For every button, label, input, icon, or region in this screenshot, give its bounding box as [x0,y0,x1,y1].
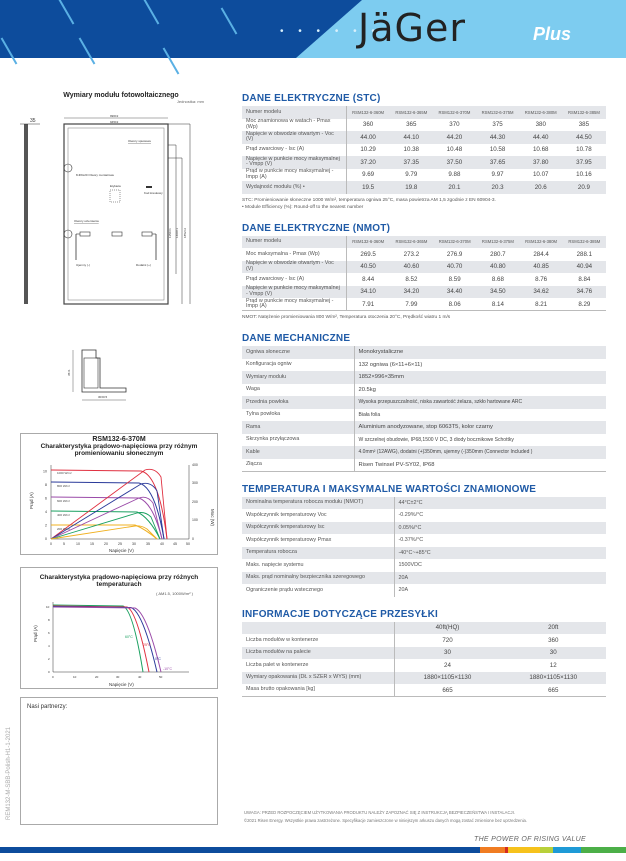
svg-text:-10°C: -10°C [163,667,172,671]
table-row: Prąd zwarciowy - Isc (A) 10.29 10.38 10.48 10.58 10.68 10.78 [242,144,606,157]
side-frame-profile [24,124,28,304]
svg-text:4: 4 [45,510,47,514]
svg-text:800 W/m²: 800 W/m² [57,484,71,488]
svg-text:200: 200 [192,500,198,504]
table-row: Tylna powłoka Biała folia [242,409,606,422]
svg-text:300: 300 [192,481,198,485]
diagram-unit: Jednostka: mm [176,99,204,104]
svg-text:2: 2 [48,657,50,661]
chart-subtitle: ( AM1.5, 1000W/m² ) [156,591,193,596]
svg-text:50: 50 [159,675,163,679]
stc-table [242,106,606,194]
table-row: Napięcie w punkcie mocy maksymalnej - Vmpp (V) 34.10 34.20 34.40 34.50 34.62 34.76 [242,286,606,299]
svg-text:0: 0 [52,675,54,679]
table-row: Prąd zwarciowy - Isc (A) 8.44 8.52 8.59 8.68 8.76 8.84 [242,273,606,286]
table-row: Napięcie w obwodzie otwartym - Voc (V) 44.00 44.10 44.20 44.30 44.40 44.50 [242,131,606,144]
svg-text:8-Φ9x20 Otwory montażowe: 8-Φ9x20 Otwory montażowe [76,173,115,177]
module-outline [64,124,168,304]
svg-text:60°C: 60°C [125,635,133,639]
iv-curve-temperature-chart [20,567,218,689]
nmot-note: NMOT: Natężenie promieniowania 800 W/m², Temperatura otoczenia 20°C, Prędkość wiatru 1 m/s [242,315,451,320]
stc-note: STC: Promieniowanie słoneczne 1000 W/m², temperatura ogniwa 25°C, masa powietrza AM 1,5 zgodnie z EN 60904-3. • Module Efficiency (%): Round-off to the nearest number [242,197,496,210]
table-row: Konfiguracja ogniw 132 ogniwa (6×11+6×11) [242,359,606,372]
table-header-row: Numer modelu RSM132-6-360M RSM132-6-365M RSM132-6-370M RSM132-6-375M RSM132-6-380M RSM132-6-385M [242,106,606,119]
svg-text:5: 5 [63,542,65,546]
header-banner [0,0,626,58]
svg-text:996±2: 996±2 [110,114,119,118]
shipping-section-title: INFORMACJE DOTYCZĄCE PRZESYŁKI [242,608,439,620]
svg-text:25°C: 25°C [143,643,151,647]
svg-text:10: 10 [73,675,77,679]
table-row: Temperatura robocza -40°C~+85°C [242,547,606,560]
table-row: Napięcie w punkcie mocy maksymalnej - Vmpp (V) 37.20 37.35 37.50 37.65 37.80 37.95 [242,156,606,169]
table-row: Współczynnik temperaturowy Isc 0.05%/°C [242,522,606,535]
table-row: Prąd w punkcie mocy maksymalnej - Impp (A) 7.91 7.99 8.06 8.14 8.21 8.29 [242,298,606,311]
table-row: Maks. prąd nominalny bezpiecznika szeregowego 20A [242,572,606,585]
svg-text:35±1: 35±1 [67,369,71,376]
svg-text:25: 25 [118,542,122,546]
svg-text:0: 0 [45,537,47,541]
svg-text:Prąd (A): Prąd (A) [29,492,34,509]
svg-text:45: 45 [173,542,177,546]
shipping-table [242,622,606,698]
table-row: Współczynnik temperaturowy Pmax -0.37%/°C [242,534,606,547]
spec-column [242,93,606,697]
svg-text:400 W/m²: 400 W/m² [57,513,71,517]
svg-text:600 W/m²: 600 W/m² [57,499,71,503]
svg-text:6: 6 [45,496,47,501]
svg-text:30: 30 [116,675,120,679]
svg-text:35: 35 [146,542,150,546]
svg-text:1000 W/m²: 1000 W/m² [57,471,72,475]
copyright: ©2021 Risen Energy. Wszystkie prawa zastrzeżone. Specyfikacje zamieszczone w niniejszym arkuszu danych mogą zostać zmienione bez uprzedzenia. [244,818,528,823]
partners-box [20,697,218,825]
svg-text:1852±2: 1852±2 [183,228,187,238]
svg-text:30: 30 [132,542,136,546]
svg-text:0°C: 0°C [155,657,161,661]
svg-text:Napięcie (V): Napięcie (V) [109,548,134,553]
svg-text:4: 4 [48,644,50,648]
diagram-title: Wymiary modułu fotowoltaicznego [63,92,179,99]
table-row: Liczba palet w kontenerze 24 12 [242,659,606,672]
svg-text:15: 15 [90,542,94,546]
table-row: Waga 20.5kg [242,384,606,397]
table-row: Moc znamionowa w watach - Pmax (Wp) 360 365 370 375 380 385 [242,119,606,132]
svg-text:Kod kreskowy: Kod kreskowy [144,191,163,195]
svg-text:50: 50 [186,542,190,546]
chart-title: Charakterystyka prądowo-napięciowa przy różnych temperaturach [39,574,199,588]
table-row: Napięcie w obwodzie otwartym - Voc (V) 40.50 40.60 40.70 40.80 40.85 40.94 [242,261,606,274]
nmot-section-title: DANE ELEKTRYCZNE (NMOT) [242,222,391,234]
chart-plot [21,596,219,690]
svg-text:35: 35 [30,118,36,124]
svg-text:10: 10 [76,542,80,546]
svg-text:Otwory spustowe: Otwory spustowe [128,139,152,143]
svg-text:945±2: 945±2 [110,120,119,124]
svg-text:Dodatni (+): Dodatni (+) [136,263,151,267]
table-row: Liczba modułów w kontenerze 720 360 [242,634,606,647]
svg-text:1400±1: 1400±1 [175,228,179,238]
svg-text:8: 8 [48,618,50,622]
mechanical-section-title: DANE MECHANICZNE [242,333,351,344]
nmot-table [242,236,606,312]
svg-text:100: 100 [192,518,198,522]
mechanical-table [242,346,606,472]
svg-text:8: 8 [45,483,47,487]
table-row: Ogniwa słoneczne Monokrystaliczne [242,346,606,359]
svg-text:Moc (W): Moc (W) [210,509,215,526]
svg-text:Prąd (A): Prąd (A) [33,625,38,642]
stc-section-title: DANE ELEKTRYCZNE (STC) [242,93,381,104]
frame-cross-section [82,350,126,392]
svg-text:20: 20 [95,675,99,679]
table-row: Wymiary opakowania (DŁ x SZER x WYS) (mm) 1880×1105×1130 1880×1105×1130 [242,672,606,685]
svg-text:40: 40 [138,675,142,679]
table-row: Prąd w punkcie mocy maksymalnej - Impp (A) 9.69 9.79 9.88 9.97 10.07 10.16 [242,169,606,182]
table-row: Wymiary modułu 1852×996×35mm [242,371,606,384]
table-row: Maks. napięcie systemu 1500VDC [242,559,606,572]
svg-text:0: 0 [50,542,52,546]
partners-label: Nasi partnerzy: [27,704,68,710]
svg-text:10: 10 [43,469,47,474]
table-row: Przednia powłoka Wysoka przepuszczalność, niska zawartość żelaza, szkło hartowane ARC [242,396,606,409]
table-row: Nominalna temperatura robocza modułu (NMOT) 44°C±2°C [242,497,606,510]
safety-warning: UWAGA: PRZED ROZPOCZĘCIEM UŻYTKOWANIA PRODUKTU NALEŻY ZAPOZNAĆ SIĘ Z INSTRUKCJĄ BEZPIECZEŃSTWA I INSTALACJI. [244,810,515,815]
svg-text:0: 0 [48,670,50,674]
chart-title: RSM132-6-370M [92,436,146,443]
svg-text:40: 40 [160,542,164,546]
svg-text:6: 6 [48,631,50,635]
temperature-table [242,497,606,597]
svg-text:20: 20 [104,542,108,546]
table-row: Masa brutto opakowania [kg] 665 665 [242,684,606,697]
svg-text:400: 400 [192,463,198,467]
svg-text:30±0.5: 30±0.5 [98,395,108,399]
brand-logo: JäGer [358,6,466,50]
slogan: THE POWER OF RISING VALUE [474,836,587,843]
table-row: Liczba modułów na palecie 30 30 [242,647,606,660]
table-row: Moc maksymalna - Pmax (Wp) 269.5 273.2 276.9 280.7 284.4 288.1 [242,248,606,261]
svg-text:Ujemny (-): Ujemny (-) [76,263,90,267]
svg-text:0: 0 [192,537,194,541]
table-row: Wydajność modułu (%) • 19.5 19.8 20.1 20.3 20.6 20.9 [242,181,606,194]
svg-text:2: 2 [45,523,47,528]
svg-text:200 W/m²: 200 W/m² [57,527,71,531]
table-header-row: 40ft(HQ) 20ft [242,622,606,635]
table-row: Ograniczenie prądu wstecznego 20A [242,584,606,597]
svg-text:Napięcie (V): Napięcie (V) [109,682,134,687]
svg-text:10: 10 [46,605,50,609]
diagram-header [18,92,224,104]
table-row: Złącza Risen Twinsel PV-SY02, IP68 [242,459,606,472]
table-row: Skrzynka przyłączowa W szczelnej obudowie, IP68,1500 V DC, 3 diody bocznikowe Schottky [242,434,606,447]
svg-text:Etykieta: Etykieta [110,184,121,188]
chart-plot [21,457,219,557]
svg-text:1150±1: 1150±1 [168,228,172,238]
table-header-row: Numer modelu RSM132-6-360M RSM132-6-365M RSM132-6-370M RSM132-6-375M RSM132-6-380M RSM132-6-385M [242,236,606,249]
decor-dots: • • • • • • [280,26,381,37]
table-row: Rama Aluminium anodyzowane, stop 6063T5, kolor czarny [242,421,606,434]
svg-text:Otwory uziemienia: Otwory uziemienia [74,219,99,223]
table-row: Kable 4.0mm² (12AWG), dodatni (+)350mm, ujemny (-)350mm (Connector Included ) [242,446,606,459]
brand-suffix: Plus [533,24,572,44]
chart-subtitle: Charakterystyka prądowo-napięciowa przy różnym promieniowaniu słonecznym [40,443,198,457]
temperature-section-title: TEMPERATURA I MAKSYMALNE WARTOŚCI ZNAMIONOWE [242,483,537,495]
module-dimension-drawing [18,114,224,438]
color-bar [0,847,626,853]
table-row: Współczynnik temperaturowy Voc -0.29%/°C [242,509,606,522]
iv-curve-irradiance-chart [20,433,218,555]
document-code: REM132-M-SBB-Polish-H1-1-2021 [6,726,12,820]
footer-disclaimer [244,809,527,825]
